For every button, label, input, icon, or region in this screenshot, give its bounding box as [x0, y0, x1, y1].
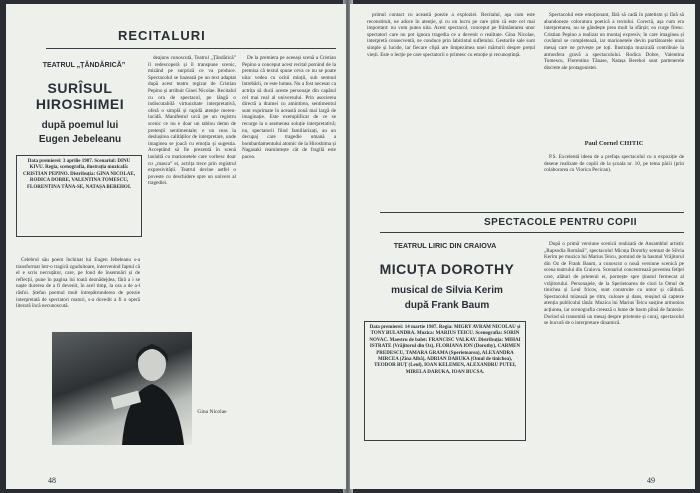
- actress-figure-icon: [52, 332, 192, 445]
- column-1-text: [367, 12, 535, 208]
- play-subtitle-author: musical de Silvia Kerim: [391, 285, 503, 296]
- column-1-text: [16, 257, 140, 315]
- theatre-name: TEATRUL LIRIC DIN CRAIOVA: [393, 241, 497, 250]
- column-2-text: [544, 12, 684, 134]
- left-page: [6, 4, 346, 489]
- column-2-text: [148, 55, 236, 325]
- review-text: [544, 241, 684, 469]
- after-poem: după poemul lui: [41, 120, 119, 131]
- credits-box: [16, 155, 142, 237]
- play-title: SURÎSUL HIROSHIMEI: [35, 80, 125, 112]
- paragraph: După o primă versiune scenică realizată de Ansamblul artistic „Rapsodia Română”, spectacolul Micuța Dorothy semnat de Silvia Kerim pe muzica lui Marius Teicu, pornind de la basmul Vrăjitorul din Oz de Frank Baum, a cunoscut o nouă versiune scenică pe scena teatrului din Craiova. Scenariul concentrează povestea fetiței care, alături de prietenii ei, pornește spre ținutul fermecat al vrăjitorului. Personajele, de la Sperietoarea de ciori la Omul de tinichea și Leul fricos, sunt construite cu umor și căldură. Spectacolul mizează pe ritm, culoare și dans, reușind să capteze atenția publicului tânăr. Muzica lui Marius Teicu susține armonios acțiunea, iar scenografia creează o lume de basm plină de fantezie. Dorind să transmită un mesaj despre prietenie și curaj, spectacolul se bucură de o interpretare dinamică.: [544, 241, 684, 327]
- credits-text: Data premierei: 3 aprilie 1987. Scenariul: DINU KIVU. Regia, scenografia, ilustrația muzicală: CRISTIAN PEPINO. Distribuția: GINA NICOLAE, RODICA DOBRE, VALENTINA TOMESCU, FLORENTINA TĂNA-SE, NATAȘA BEREHOI.: [23, 159, 135, 190]
- author-name: Eugen Jebeleanu: [38, 134, 122, 145]
- credits-text: Data premierei: 14 martie 1987. Regia: MIGRY AVRAM NICOLAU și TONY BULANDRA. Muzica: MARIUS TEICU. Scenografia: SORIN NOVAC. Maestru de balet: FRANCISC VALKAY. Distribuția: MIHAI ISTRATE (Vrăjitorul din Oz), FLORIANA ION (Dorothy), CARMEN PREDESCU, TAMARA GRAMA (Sperietoarea), ALEXANDRA MIRCEA (Zîna Albă), ADRIAN DARUKA (Omul de tinichea), TEODOR BUȚ (Leul), IOAN KELEMEN, ALEXANDRU PUTEI, MIRELA DARUKA, IOAN BUCSA.: [369, 325, 521, 375]
- divider: [380, 212, 684, 213]
- column-3-text: [242, 55, 336, 325]
- section-title: RECITALURI: [118, 28, 206, 43]
- page-number: 49: [647, 476, 655, 485]
- paragraph: deajuns cunoscută, Teatrul „Țăndărică” îl redescoperă și îl transpune scenic, mizând pe surpriză ce va produce. Spectacolul se bazează pe un text adaptat după acest teatru regizat de Cristian Pepino și atribuit Ginei Nicolae. Recitalul cu ora de spectacol, pe lângă o indiscutabilă virtuozitate interpretativă, oferă o simplă și rapidă atenție mereu-lucidă. Manifestul urcă pe un registru scenic ce nu e doar un tablou demn de pretenții sentimentale; e un ceas la deslușirea calităților de interpretare, unde imaginea se joacă cu emoția și sugestia. Acceptând să fie prezentă în scenă laolaltă cu marionetele care vorbesc doar cu „masca” ei, actrița trece prin registrul expresivității. Teatrul devine astfel o poveste cu deschidere spre un univers al tragediei.: [148, 55, 236, 187]
- paragraph: P.S. Excelentă ideea de a prefața spectacolul cu o expoziție de desene realizate de copiii de la școala nr. 10, pe tema păcii (prin colaborarea cu Viorica Pecican).: [544, 154, 684, 174]
- paragraph: Spectacolul este emoționant, fără să cadă în patetism și fără să abandoneze coloratura poetică a textului. Corectă, așa cum era interpretarea, nu se gândește prea mult la sfârșit; ea curge firesc. Cristian Pepino a realizat un montaj expresiv, în care imaginea și cuvântul se completează, iar marionetele devin purtătoarele unui mesaj care ne privește pe toți. Ilustrația muzicală contribuie la atmosfera gravă a spectacolului. Rodica Dobre, Valentina Tomescu, Florentina Tănase, Natașa Berehoi sunt partenerele discrete ale protagonistei.: [544, 12, 684, 71]
- photo-caption: Gina Nicolae: [197, 409, 227, 415]
- paragraph: primul contact cu această poezie a exploziei. Recitalul, aşa cum este reconstituit, ne aduce în atenție, și cu un lucru pe care știm că este cel mai important: nu vom putea uita. Acest spectacol, conceput pe frământarea unor spectatori care nu pot ignora tragedia ce a devenit o realitate. Gina Nicolae, interpretă consecventă, ne conduce prin labirintul sufletului. Gesturile sale sunt simple și lucide, iar fiecare clipă are limpezimea unei mărturii despre prețul vieții. Este o lecție pe care spectatorii o primesc cu emoție și recunoștință.: [367, 12, 535, 58]
- paragraph: Celebrul său poem închinat lui Eugen Jebeleanu s-a transformat într-o tragică zguduitoare, intervenind faptul că el e scris necruțător, care, pe fond de însemnări și de reflecții, pune în pagina lui toată deznădejdea, fără a i se naște durerea de a fi devenit, în acel timp, la ora a de a-l răsfoi. Ștefan poemul mult întrepătrunderea de poezie interpretată de spectatori maturi, s-a dovedit a fi o operă literară încă necunoscută.: [16, 257, 140, 310]
- ps-note: [544, 154, 684, 194]
- page-number: 48: [48, 476, 56, 485]
- paragraph: De la premiera pe aceeași scenă a Cristian Pepino a conceput acest recital pornind de la premisa că textul spune ceva ce nu se poate uita: vedea cu ochii minții, sub semnul întrebării, ce este lumea. Nu a fost necesar ca actrița să ducă aceste personaje din capătul cel mai real al universului. Prin asocierea directă a dramei cu amintirea, sentimentul sunt exprimate în această zonă mai largă de imaginație. Este exemplificat de ce se recurge la o asemenea soluție interpretativă; nu, spectatorii fiind familiarizați, au un decupaj care tragedie umană a bombardamentului atomic de la Hiroshima și Nagasaki reamintește cât de fragilă este pacea.: [242, 55, 336, 160]
- right-page: [350, 4, 695, 489]
- divider: [380, 232, 684, 233]
- divider: [46, 48, 336, 49]
- review-signature: Paul Cornel CHITIC: [584, 140, 644, 147]
- play-title: MICUȚA DOROTHY: [379, 261, 515, 277]
- actress-photo: [52, 332, 192, 445]
- credits-box: [364, 321, 526, 441]
- section-title: SPECTACOLE PENTRU COPII: [484, 217, 637, 228]
- play-subtitle-source: după Frank Baum: [404, 300, 490, 311]
- theatre-name: TEATRUL „ȚĂNDĂRICĂ”: [42, 62, 126, 69]
